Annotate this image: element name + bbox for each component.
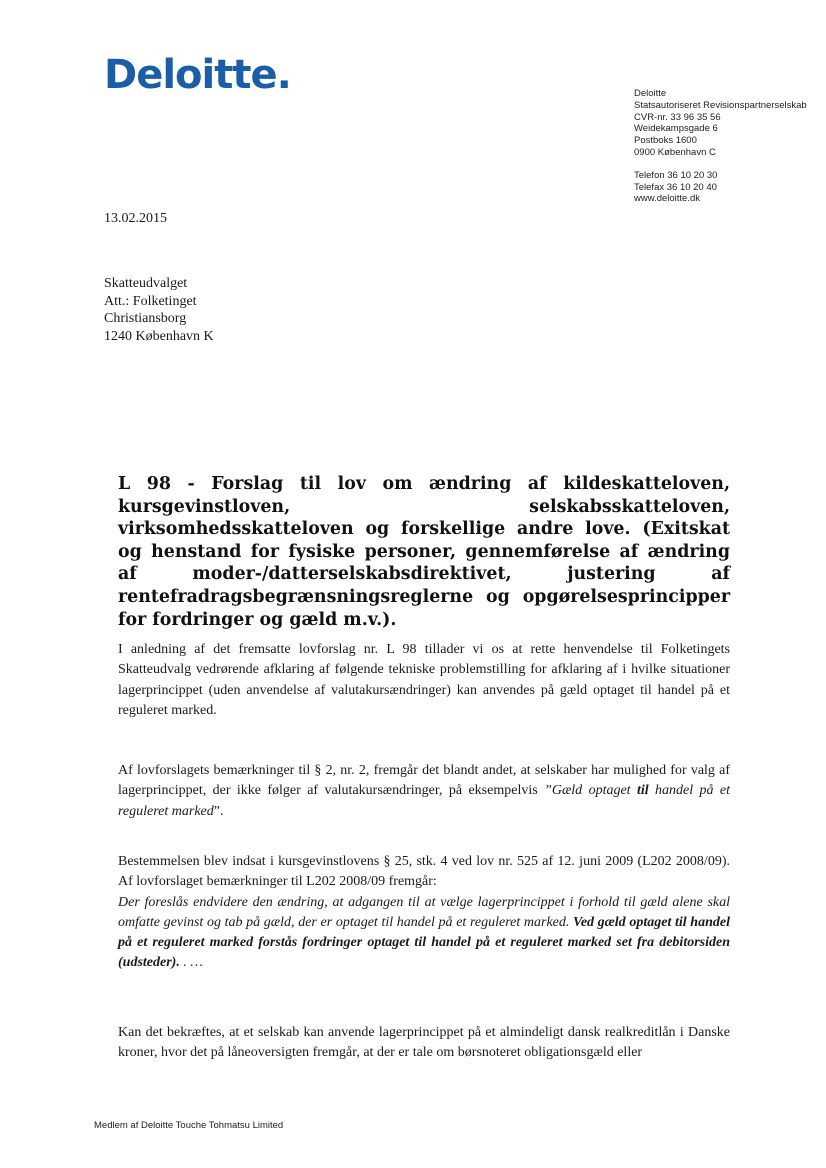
recipient-address-block xyxy=(104,275,214,345)
legal-quote xyxy=(118,893,730,974)
quote-text: ”Gæld optaget xyxy=(544,783,637,799)
paragraph-1: I anledning af det fremsatte lovforslag nr. L 98 tillader vi os at rette henvendelse til Folketingets Skatteudvalg vedrørende afklaring af følgende tekniske problemstilling for afklaring af i hvilke situationer lagerprincippet (uden anvendelse af valutakursændringer) kan anvendes på gæld optaget til handel på et reguleret marked. xyxy=(118,642,730,718)
sender-address-block xyxy=(634,88,807,205)
quote-end: . … xyxy=(179,955,203,971)
quote-bold: til xyxy=(636,783,649,799)
deloitte-logo xyxy=(104,52,291,98)
sender-fax: Telefax 36 10 20 40 xyxy=(634,181,717,193)
recipient-line: Christiansborg xyxy=(104,311,187,326)
recipient-line: Att.: Folketinget xyxy=(104,293,197,309)
paragraph-4: Kan det bekræftes, at et selskab kan anvende lagerprincippet på et almindeligt dansk realkreditlån i Danske kroner, hvor det på låneoversigten fremgår, at der er tale om børsnoteret obligationsgæld eller xyxy=(118,1025,730,1061)
footer-membership: Medlem af Deloitte Touche Tohmatsu Limited xyxy=(94,1120,284,1131)
sender-phone: Telefon 36 10 20 30 xyxy=(634,169,718,181)
quote-text: Der foreslås endvidere den ændring, at adgangen til at vælge lagerprincippet i forhold til gæld alene skal omfatte gevinst og tab på gæld, der er optaget til handel på et reguleret marked. xyxy=(118,894,730,930)
paragraph-text: Bestemmelsen blev indsat i kursgevinstlovens § 25, stk. 4 ved lov nr. 525 af 12. juni 2009 (L202 2008/09). Af lovforslaget bemærkninger til L202 2008/09 fremgår: xyxy=(118,854,730,890)
sender-city: 0900 København C xyxy=(634,146,716,158)
quote-bold: Ved gæld optaget til handel på et reguleret marked forstås fordringer optaget til handel på et reguleret marked set fra debitorsiden (udsteder). xyxy=(118,914,730,971)
logo-dot: . xyxy=(276,52,291,98)
paragraph-3 xyxy=(118,852,730,974)
spacer xyxy=(634,159,807,170)
sender-box: Postboks 1600 xyxy=(634,135,697,147)
quote-end: ”. xyxy=(213,803,224,819)
letter-date: 13.02.2015 xyxy=(104,211,167,226)
sender-web: www.deloitte.dk xyxy=(634,193,701,205)
paragraph-2 xyxy=(118,761,730,822)
paragraph-text: Af lovforslagets bemærkninger til § 2, nr. 2, fremgår det blandt andet, at selskaber har mulighed for valg af lagerprincippet, der ikke følger af valutakursændringer, på eksempelvis xyxy=(118,763,730,799)
sender-name: Deloitte xyxy=(634,88,667,99)
sender-street: Weidekampsgade 6 xyxy=(634,123,718,135)
sender-type: Statsautoriseret Revisionspartnerselskab xyxy=(634,99,807,111)
recipient-line: 1240 København K xyxy=(104,328,214,344)
logo-text: Deloitte xyxy=(104,52,277,98)
sender-cvr: CVR-nr. 33 96 35 56 xyxy=(634,111,721,123)
quote-text: handel på et reguleret marked xyxy=(118,783,730,819)
letter-title: L 98 - Forslag til lov om ændring af kildeskatteloven, kursgevinstloven, selskabsskatteloven, virksomhedsskatteloven og forskellige andre love. (Exitskat og henstand for fysiske personer, gennemførelse af ændring af moder-/datterselskabsdirektivet, justering af rentefradragsbegrænsningsreglerne og opgørelsesprincipper for fordringer og gæld m.v.). xyxy=(118,474,730,630)
recipient-line: Skatteudvalget xyxy=(104,276,188,291)
